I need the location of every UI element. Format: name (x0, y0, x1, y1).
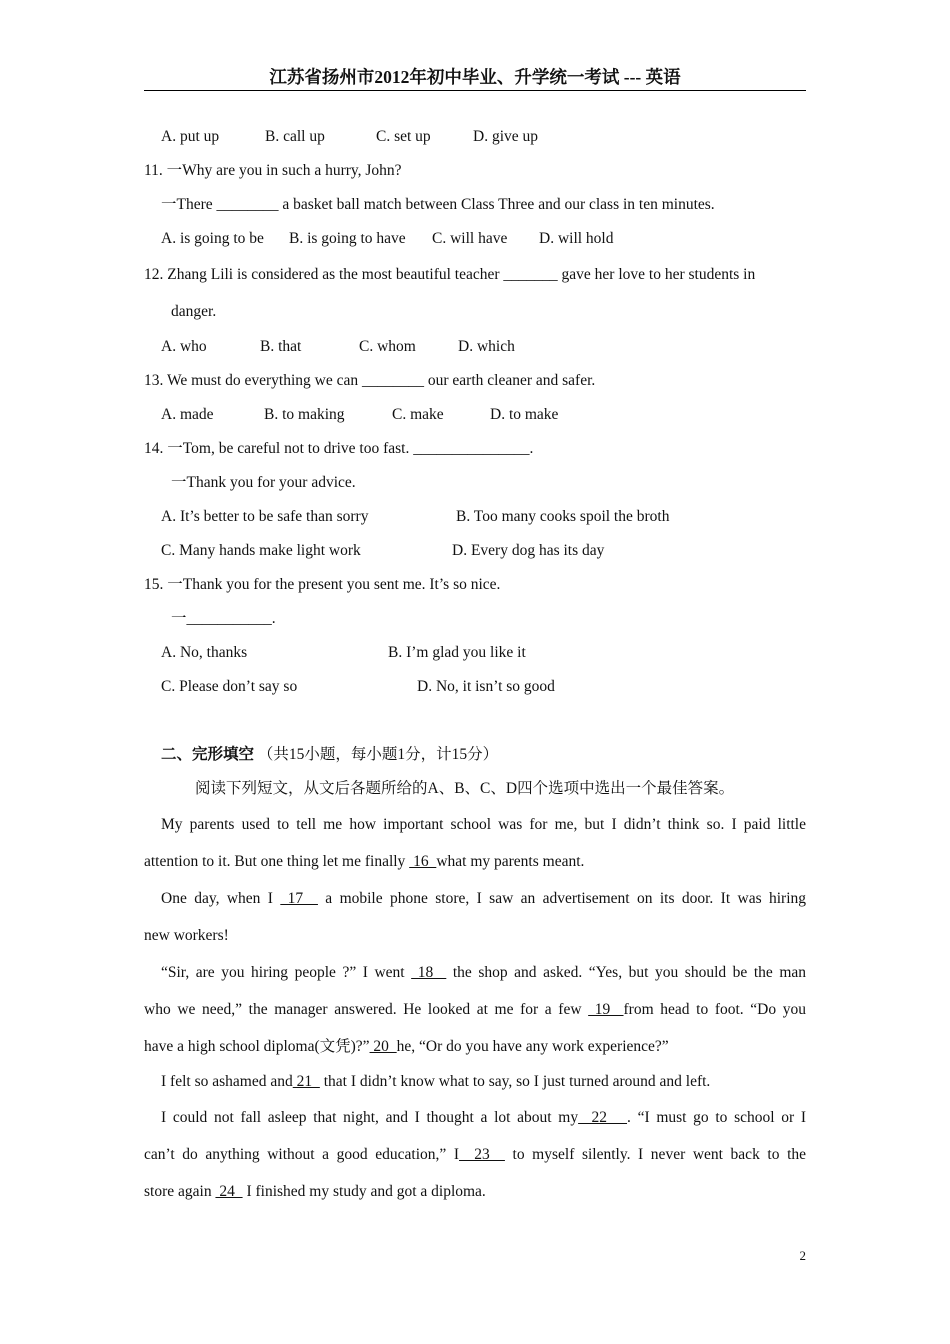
passage-text: I felt so ashamed and (161, 1073, 293, 1090)
blank-18: 18 (411, 964, 447, 981)
q13-option-a: A. made (161, 406, 214, 423)
q14-option-d: D. Every dog has its day (452, 542, 605, 559)
q14-question: 14. 一Tom, be careful not to drive too fast. _______________. (144, 440, 534, 457)
passage-text: to myself silently. I never went back to the (504, 1146, 806, 1163)
q13-options (144, 398, 806, 432)
passage-text: a mobile phone store, I saw an advertisement on its door. It was hiring (317, 890, 806, 907)
page-header-title: 江苏省扬州市2012年初中毕业、升学统一考试 --- 英语 (269, 67, 681, 87)
passage-text: can’t do anything without a good education,” I (144, 1146, 460, 1163)
passage-text: . “I must go to school or I (627, 1109, 806, 1126)
passage-text: “Sir, are you hiring people ?” I went (161, 964, 412, 981)
passage-text: who we need,” the manager answered. He looked at me for a few (144, 1001, 589, 1018)
q12-option-c: C. whom (359, 338, 416, 355)
q14-option-b: B. Too many cooks spoil the broth (456, 508, 670, 525)
blank-24: 24 (215, 1183, 243, 1200)
q12-option-d: D. which (458, 338, 515, 355)
q10-options (144, 120, 806, 154)
q13-option-c: C. make (392, 406, 444, 423)
q15-option-a: A. No, thanks (161, 644, 248, 661)
passage-text: attention to it. But one thing let me finally (144, 853, 410, 870)
q15-options-cd (144, 670, 806, 704)
passage-p2-line2: new workers! (144, 927, 229, 944)
passage-text: One day, when I (161, 890, 281, 907)
q15-option-b: B. I’m glad you like it (388, 644, 526, 661)
q10-option-d: D. give up (473, 128, 539, 145)
section2-title: 二、完形填空 (161, 746, 255, 763)
q12-question: 12. Zhang Lili is considered as the most beautiful teacher _______ gave her love to her students in (144, 266, 756, 283)
blank-22: 22 (578, 1109, 628, 1126)
blank-23: 23 (459, 1146, 505, 1163)
q14-response: 一Thank you for your advice. (171, 474, 356, 491)
q14-options-cd (144, 534, 806, 568)
q15-option-c: C. Please don’t say so (161, 678, 298, 695)
q15-response: 一___________. (171, 610, 276, 627)
blank-21: 21 (292, 1073, 320, 1090)
section2-note: （共15小题，每小题1分，计15分） (257, 746, 499, 763)
passage-p3-line1 (144, 954, 806, 991)
q12-question-cont: danger. (171, 303, 217, 320)
q14-option-c: C. Many hands make light work (161, 542, 361, 559)
q12-options (144, 330, 806, 364)
q15-question: 15. 一Thank you for the present you sent me. It’s so nice. (144, 576, 501, 593)
passage-p4 (144, 1065, 806, 1099)
passage-p3-line3 (144, 1028, 806, 1065)
passage-p1-line1: My parents used to tell me how important school was for me, but I didn’t think so. I paid little (161, 816, 806, 833)
blank-19: 19 (588, 1001, 624, 1018)
q10-option-c: C. set up (376, 128, 431, 145)
page-number: 2 (799, 1248, 806, 1263)
passage-text: have a high school diploma(文凭)?” (144, 1038, 370, 1055)
q13-option-b: B. to making (264, 406, 345, 423)
q14-option-a: A. It’s better to be safe than sorry (161, 508, 369, 525)
q13-question: 13. We must do everything we can ________ our earth cleaner and safer. (144, 372, 596, 389)
q11-question: 11. 一Why are you in such a hurry, John? (144, 162, 402, 179)
q11-option-b: B. is going to have (289, 230, 406, 247)
q11-option-d: D. will hold (539, 230, 614, 247)
passage-p5-line3 (144, 1173, 806, 1210)
q11-options (144, 222, 806, 256)
q12-option-a: A. who (161, 338, 207, 355)
q13-option-d: D. to make (490, 406, 559, 423)
passage-text: he, “Or do you have any work experience?” (396, 1038, 669, 1055)
passage-text: from head to foot. “Do you (623, 1001, 806, 1018)
q10-option-a: A. put up (161, 128, 220, 145)
passage-text: what my parents meant. (436, 853, 585, 870)
q11-option-a: A. is going to be (161, 230, 264, 247)
passage-text: that I didn’t know what to say, so I just turned around and left. (319, 1073, 711, 1090)
passage-p3-line2 (144, 991, 806, 1028)
blank-20: 20 (369, 1038, 397, 1055)
blank-16: 16 (409, 853, 437, 870)
q14-options-ab (144, 500, 806, 534)
passage-p5-line2 (144, 1136, 806, 1173)
q11-response: 一There ________ a basket ball match between Class Three and our class in ten minutes. (161, 196, 715, 213)
q15-options-ab (144, 636, 806, 670)
blank-17: 17 (280, 890, 318, 907)
passage-text: I could not fall asleep that night, and I thought a lot about my (161, 1109, 579, 1126)
passage-text: store again (144, 1183, 216, 1200)
section2-instruction: 阅读下列短文，从文后各题所给的A、B、C、D四个选项中选出一个最佳答案。 (195, 780, 735, 797)
passage-text: I finished my study and got a diploma. (242, 1183, 486, 1200)
header-rule (144, 90, 806, 91)
passage-p5-line1 (144, 1099, 806, 1136)
passage-text: the shop and asked. “Yes, but you should be the man (446, 964, 807, 981)
q12-option-b: B. that (260, 338, 302, 355)
q15-option-d: D. No, it isn’t so good (417, 678, 555, 695)
q10-option-b: B. call up (265, 128, 325, 145)
document-body (144, 120, 806, 1210)
passage-p2-line1 (144, 880, 806, 917)
q11-option-c: C. will have (432, 230, 508, 247)
section2-heading (144, 738, 806, 772)
passage-p1-line2 (144, 843, 806, 880)
section-gap (144, 704, 806, 738)
